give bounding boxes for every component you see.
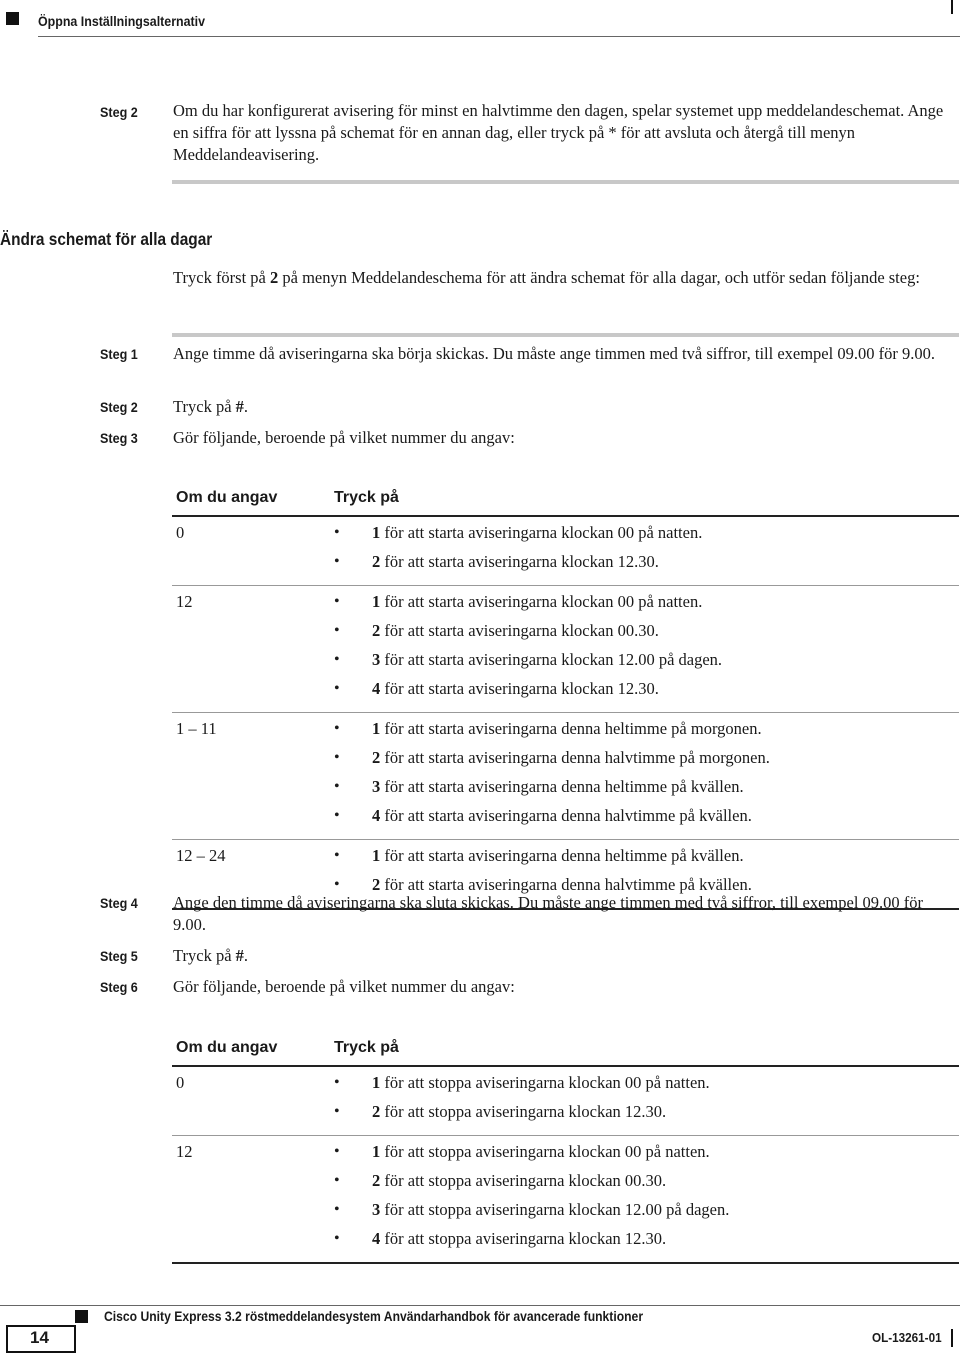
intro-step-label: Steg 2	[100, 104, 138, 120]
option-text: för att starta aviseringarna klockan 12.30.	[380, 679, 659, 698]
option-key: 1	[372, 523, 381, 542]
step-3-label: Steg 3	[100, 430, 138, 446]
table-row	[172, 713, 959, 840]
header-marker	[6, 12, 19, 25]
option-text: för att stoppa aviseringarna klockan 00.30.	[380, 1171, 667, 1190]
option-text: för att stoppa aviseringarna klockan 00 på natten.	[380, 1073, 710, 1092]
option-text: för att starta aviseringarna klockan 00 på natten.	[380, 523, 703, 542]
option-key: 2	[372, 552, 381, 571]
option-text: för att starta aviseringarna klockan 12.30.	[380, 552, 659, 571]
header-rule	[38, 36, 960, 37]
option-key: 1	[372, 719, 381, 738]
option-key: 1	[372, 592, 381, 611]
option-item	[334, 650, 959, 679]
column-header-entered: Om du angav	[172, 487, 334, 516]
step-2-label: Steg 2	[100, 399, 138, 415]
table-row	[172, 1136, 959, 1264]
option-key: 3	[372, 650, 381, 669]
entered-value: 12	[172, 586, 334, 713]
option-item	[334, 719, 959, 748]
entered-value: 12 – 24	[172, 840, 334, 910]
option-text: för att stoppa aviseringarna klockan 12.30.	[380, 1229, 667, 1248]
option-item	[334, 621, 959, 650]
stop-hour-table	[172, 1037, 959, 1264]
table-row	[172, 516, 959, 586]
press-options	[334, 586, 959, 713]
step-4-label: Steg 4	[100, 895, 138, 911]
intro-step-text: Om du har konfigurerat avisering för minst en halvtimme den dagen, spelar systemet upp meddelandeschemat. Ange en siffra för att lyssna på schemat för en annan dag, eller tryck på * för att avsluta och återgå till menyn Meddelandeavisering.	[173, 101, 944, 164]
option-item	[334, 679, 959, 708]
running-header-title: Öppna Inställningsalternativ	[38, 14, 206, 29]
option-text: för att starta aviseringarna denna heltimme på morgonen.	[380, 719, 762, 738]
option-item	[334, 592, 959, 621]
footer-crop-mark	[951, 1329, 953, 1347]
option-item	[334, 846, 959, 875]
option-text: för att starta aviseringarna denna halvtimme på morgonen.	[380, 748, 770, 767]
document-number: OL-13261-01	[872, 1330, 942, 1345]
step-5-label: Steg 5	[100, 948, 138, 964]
option-key: 4	[372, 1229, 381, 1248]
option-item	[334, 748, 959, 777]
step-4-text: Ange den timme då aviseringarna ska sluta skickas. Du måste ange timmen med två siffror, till exempel 09.00 för 9.00.	[173, 893, 924, 934]
option-key: 3	[372, 777, 381, 796]
option-item	[334, 1171, 959, 1200]
option-text: för att starta aviseringarna denna halvtimme på kvällen.	[380, 875, 752, 894]
option-key: 2	[372, 1102, 381, 1121]
press-options	[334, 1066, 959, 1136]
footer-book-title: Cisco Unity Express 3.2 röstmeddelandesystem Användarhandbok för avancerade funktioner	[104, 1309, 644, 1324]
press-options	[334, 713, 959, 840]
option-key: 1	[372, 1073, 381, 1092]
step-3-text: Gör följande, beroende på vilket nummer du angav:	[173, 428, 515, 447]
option-item	[334, 806, 959, 835]
option-text: för att stoppa aviseringarna klockan 12.00 på dagen.	[380, 1200, 730, 1219]
option-text: för att starta aviseringarna klockan 00.30.	[380, 621, 659, 640]
column-header-entered: Om du angav	[172, 1037, 334, 1066]
table-row	[172, 586, 959, 713]
option-key: 3	[372, 1200, 381, 1219]
option-item	[334, 523, 959, 552]
header-crop-mark	[951, 0, 953, 14]
step-6-text: Gör följande, beroende på vilket nummer du angav:	[173, 977, 515, 996]
option-item	[334, 1229, 959, 1258]
key-2: 2	[270, 268, 279, 287]
step-1-label: Steg 1	[100, 346, 138, 362]
option-item	[334, 1102, 959, 1131]
option-text: för att stoppa aviseringarna klockan 12.30.	[380, 1102, 667, 1121]
column-header-press: Tryck på	[334, 1037, 959, 1066]
option-text: för att starta aviseringarna denna halvtimme på kvällen.	[380, 806, 752, 825]
option-item	[334, 1142, 959, 1171]
option-item	[334, 552, 959, 581]
option-text: för att stoppa aviseringarna klockan 00 på natten.	[380, 1142, 710, 1161]
entered-value: 12	[172, 1136, 334, 1264]
column-header-press: Tryck på	[334, 487, 959, 516]
footer-marker	[75, 1310, 88, 1323]
footer-rule	[0, 1305, 960, 1306]
step-1-text: Ange timme då aviseringarna ska börja skickas. Du måste ange timmen med två siffror, till exempel 09.00 för 9.00.	[173, 344, 935, 363]
option-text: för att starta aviseringarna klockan 00 på natten.	[380, 592, 703, 611]
option-item	[334, 1200, 959, 1229]
step-5-text: Tryck på #.	[173, 946, 249, 965]
option-text: för att starta aviseringarna denna heltimme på kvällen.	[380, 777, 744, 796]
table-row	[172, 1066, 959, 1136]
option-key: 4	[372, 679, 381, 698]
section-title: Ändra schemat för alla dagar	[0, 229, 213, 249]
option-key: 2	[372, 748, 381, 767]
option-item	[334, 1073, 959, 1102]
entered-value: 0	[172, 1066, 334, 1136]
step-6-label: Steg 6	[100, 979, 138, 995]
press-options	[334, 516, 959, 586]
entered-value: 1 – 11	[172, 713, 334, 840]
section-intro: Tryck först på 2 på menyn Meddelandeschema för att ändra schemat för alla dagar, och utför sedan följande steg:	[173, 268, 920, 287]
step-2-text: Tryck på #.	[173, 397, 249, 416]
option-item	[334, 777, 959, 806]
option-key: 2	[372, 875, 381, 894]
section-divider	[172, 180, 959, 184]
option-key: 1	[372, 1142, 381, 1161]
option-text: för att starta aviseringarna denna heltimme på kvällen.	[380, 846, 744, 865]
option-key: 1	[372, 846, 381, 865]
procedure-divider	[172, 333, 959, 337]
option-key: 2	[372, 1171, 381, 1190]
option-key: 4	[372, 806, 381, 825]
press-options	[334, 1136, 959, 1264]
page-number: 14	[30, 1328, 49, 1347]
entered-value: 0	[172, 516, 334, 586]
option-text: för att starta aviseringarna klockan 12.00 på dagen.	[380, 650, 723, 669]
option-key: 2	[372, 621, 381, 640]
start-hour-table	[172, 487, 959, 910]
